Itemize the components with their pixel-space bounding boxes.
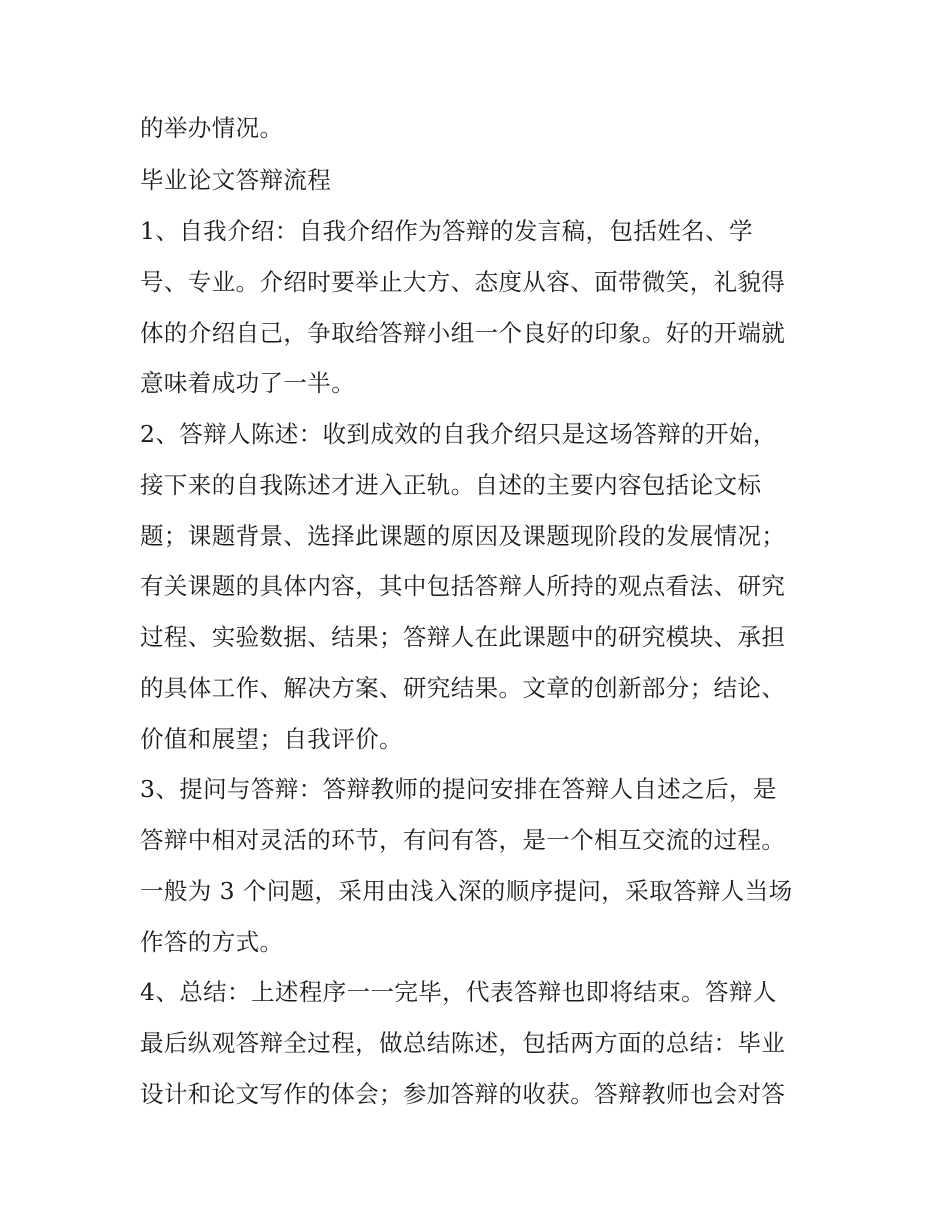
text-line: 答辩中相对灵活的环节，有问有答，是一个相互交流的过程。 <box>140 826 786 854</box>
text-line: 体的介绍自己，争取给答辩小组一个良好的印象。好的开端就 <box>140 319 786 347</box>
text-line: 2、答辩人陈述：收到成效的自我介绍只是这场答辩的开始， <box>140 420 777 448</box>
text-line: 的举办情况。 <box>140 114 284 142</box>
text-line: 意味着成功了一半。 <box>140 369 356 397</box>
text-line: 有关课题的具体内容，其中包括答辩人所持的观点看法、研究 <box>140 572 786 600</box>
text-line: 作答的方式。 <box>140 928 284 956</box>
text-line: 题；课题背景、选择此课题的原因及课题现阶段的发展情况； <box>140 522 786 550</box>
text-line: 一般为 3 个问题，采用由浅入深的顺序提问，采取答辩人当场 <box>140 877 793 905</box>
text-line: 设计和论文写作的体会；参加答辩的收获。答辩教师也会对答 <box>140 1080 786 1108</box>
text-line: 接下来的自我陈述才进入正轨。自述的主要内容包括论文标 <box>140 471 762 499</box>
text-line: 4、总结：上述程序一一完毕，代表答辩也即将结束。答辩人 <box>140 978 777 1006</box>
text-line: 号、专业。介绍时要举止大方、态度从容、面带微笑，礼貌得 <box>140 268 786 296</box>
text-line: 的具体工作、解决方案、研究结果。文章的创新部分；结论、 <box>140 674 786 702</box>
text-line: 过程、实验数据、结果；答辩人在此课题中的研究模块、承担 <box>140 623 786 651</box>
text-line: 价值和展望；自我评价。 <box>140 725 403 753</box>
text-line: 1、自我介绍：自我介绍作为答辩的发言稿，包括姓名、学 <box>140 217 753 245</box>
text-line: 最后纵观答辩全过程，做总结陈述，包括两方面的总结：毕业 <box>140 1029 786 1057</box>
text-line: 3、提问与答辩：答辩教师的提问安排在答辩人自述之后，是 <box>140 775 777 803</box>
section-heading: 毕业论文答辩流程 <box>140 166 332 194</box>
